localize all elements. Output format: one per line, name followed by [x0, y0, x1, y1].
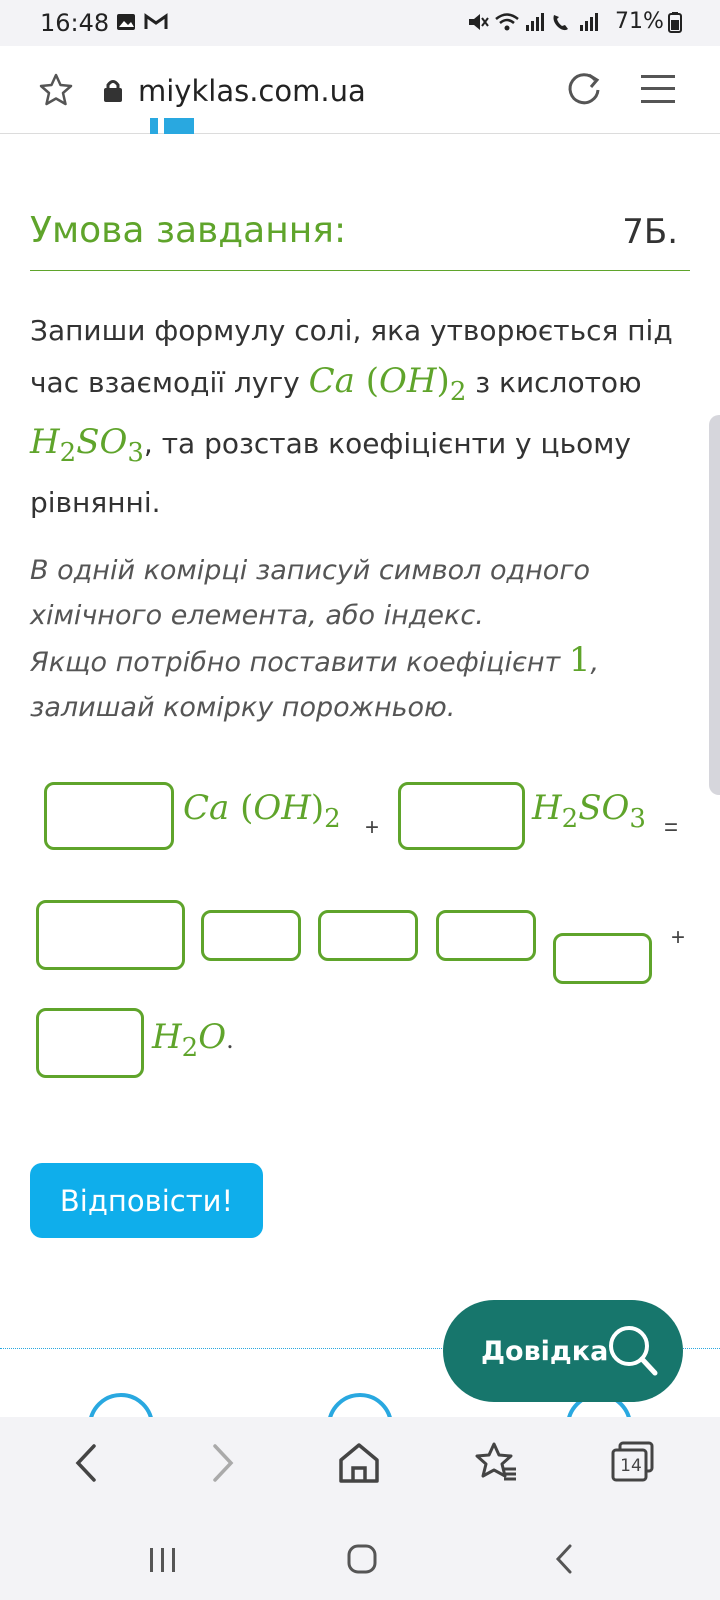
formula-base: Ca $(OH)_2$: [308, 361, 467, 407]
equation-formula-water: $H_2O$.: [152, 1017, 234, 1063]
recents-icon[interactable]: [147, 1545, 179, 1575]
equals-sign: =: [664, 814, 679, 841]
mute-icon: [466, 11, 490, 33]
coefficient-input-base[interactable]: [44, 782, 174, 850]
equation-formula-base: Ca $(OH)_2$: [183, 788, 341, 834]
battery-percent: 71%: [615, 9, 664, 34]
forward-icon[interactable]: [207, 1442, 239, 1484]
answer-button[interactable]: Відповісти!: [30, 1163, 263, 1238]
divider: [30, 270, 690, 271]
search-icon: [606, 1323, 660, 1379]
signal-icon: [524, 11, 546, 33]
bottom-navigation: [0, 1417, 720, 1600]
wifi-icon: [494, 11, 520, 33]
scrolled-progress-fragment: [30, 118, 200, 140]
salt-cell-1[interactable]: [201, 910, 301, 961]
help-button-label: Довідка: [481, 1335, 609, 1367]
task-text: Запиши формулу солі, яка утворюється під час взаємодії лугу Ca $(OH)_2$ з кислотою $H_2SO_3$, та розстав коефіцієнти у цьому рівнянні.: [30, 314, 673, 519]
reload-icon[interactable]: [565, 71, 603, 109]
plus-sign: +: [365, 814, 380, 841]
back-icon[interactable]: [70, 1442, 102, 1484]
edge-panel-handle[interactable]: [709, 415, 720, 795]
salt-cell-3[interactable]: [436, 910, 536, 961]
gmail-icon: [143, 11, 169, 33]
status-time: 16:48: [40, 9, 110, 37]
plus-sign-2: +: [671, 924, 686, 951]
coefficient-input-acid[interactable]: [398, 782, 525, 850]
section-title: Умова завдання:: [30, 210, 347, 251]
equation-formula-acid: $H_2SO_3$: [532, 788, 646, 834]
status-bar: [0, 0, 720, 46]
volte-icon: [550, 11, 602, 33]
salt-cell-4[interactable]: [553, 933, 652, 984]
help-button[interactable]: [443, 1300, 683, 1402]
task-hint: В одній комірці записуй символ одного хімічного елемента, або індекс. Якщо потрібно поставити коефіцієнт 1, залишай комірку порожньою.: [30, 555, 600, 723]
url-bar[interactable]: miyklas.com.ua: [138, 74, 366, 108]
lock-icon: [102, 78, 124, 104]
system-home-icon[interactable]: [346, 1543, 378, 1575]
menu-icon[interactable]: [640, 72, 676, 106]
image-icon: [115, 11, 137, 33]
system-back-icon[interactable]: [552, 1543, 576, 1575]
task-points: 7Б.: [622, 212, 678, 252]
bookmarks-icon[interactable]: [474, 1441, 518, 1483]
battery-icon: [668, 11, 682, 33]
coefficient-input-salt[interactable]: [36, 900, 185, 970]
tabs-count: 14: [620, 1456, 642, 1476]
home-icon[interactable]: [337, 1442, 381, 1484]
formula-acid: $H_2SO_3$: [30, 422, 144, 468]
star-icon[interactable]: [38, 72, 74, 108]
salt-cell-2[interactable]: [318, 910, 418, 961]
coefficient-input-water[interactable]: [36, 1008, 144, 1078]
